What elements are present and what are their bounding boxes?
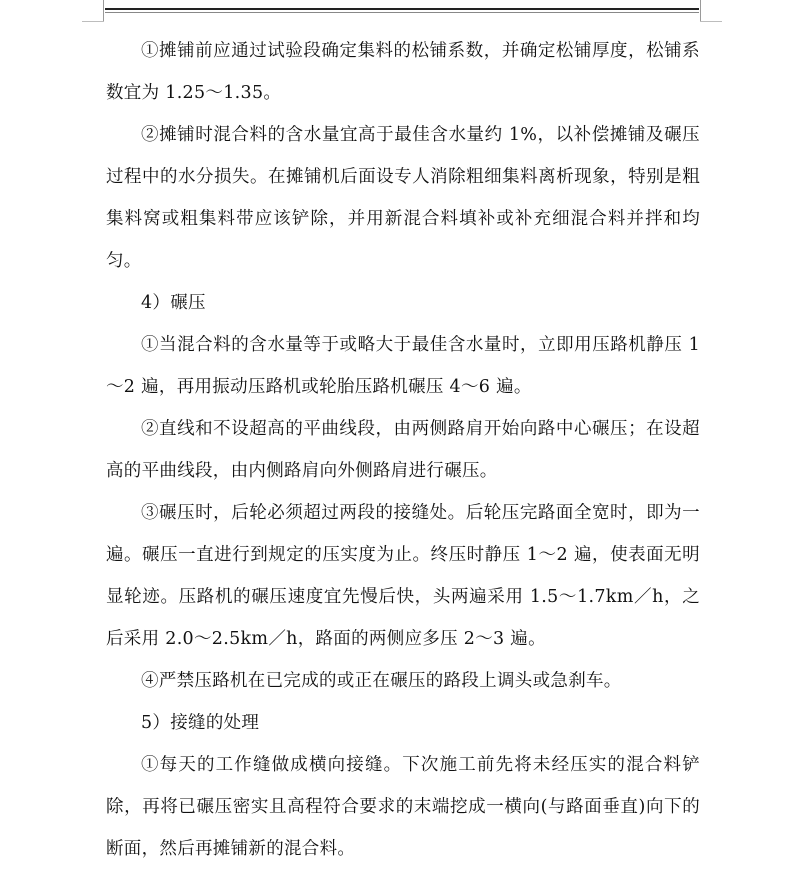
section-heading-joint-treatment: 5）接缝的处理 [141,713,260,733]
paragraph-compaction-prohibition: ④严禁压路机在已完成的或正在碾压的路段上调头或急刹车。 [141,671,622,691]
margin-corner-mark-left-horizontal [82,21,104,22]
paragraph-paving-moisture: ②摊铺时混合料的含水量宜高于最佳含水量约 1%，以补偿摊铺及碾压过程中的水分损失。在摊铺机后面设专人消除粗细集料离析现象，特别是粗集料窝或粗集料带应该铲除，并用新混合料填补或补充细混合料并拌和均匀。 [106,125,700,271]
paragraph-joint-transverse: ①每天的工作缝做成横向接缝。下次施工前先将未经压实的混合料铲除，再将已碾压密实且高程符合要求的末端挖成一横向(与路面垂直)向下的断面，然后再摊铺新的混合料。 [106,755,700,859]
margin-corner-mark-right-horizontal [700,21,722,22]
paragraph-compaction-static-roll: ①当混合料的含水量等于或略大于最佳含水量时，立即用压路机静压 1～2 遍，再用振动压路机或轮胎压路机碾压 4～6 遍。 [106,335,700,397]
paragraph-paving-loose-coefficient: ①摊铺前应通过试验段确定集料的松铺系数，并确定松铺厚度，松铺系数宜为 1.25～1.35。 [106,41,700,103]
header-rule-thin [105,12,699,13]
paragraph-compaction-passes: ③碾压时，后轮必须超过两段的接缝处。后轮压完路面全宽时，即为一遍。碾压一直进行到规定的压实度为止。终压时静压 1～2 遍，使表面无明显轮迹。压路机的碾压速度宜先慢后快，头两遍采用 1.5～1.7km／h，之后采用 2.0～2.5km／h，路面的两侧应多压 2～3 遍。 [106,503,700,649]
margin-corner-mark-right [700,0,701,22]
document-body [106,30,700,870]
margin-corner-mark-left [103,0,104,22]
paragraph-compaction-direction: ②直线和不设超高的平曲线段，由两侧路肩开始向路中心碾压；在设超高的平曲线段，由内侧路肩向外侧路肩进行碾压。 [106,419,700,481]
section-heading-compaction: 4）碾压 [141,293,206,313]
header-rule [105,8,699,10]
